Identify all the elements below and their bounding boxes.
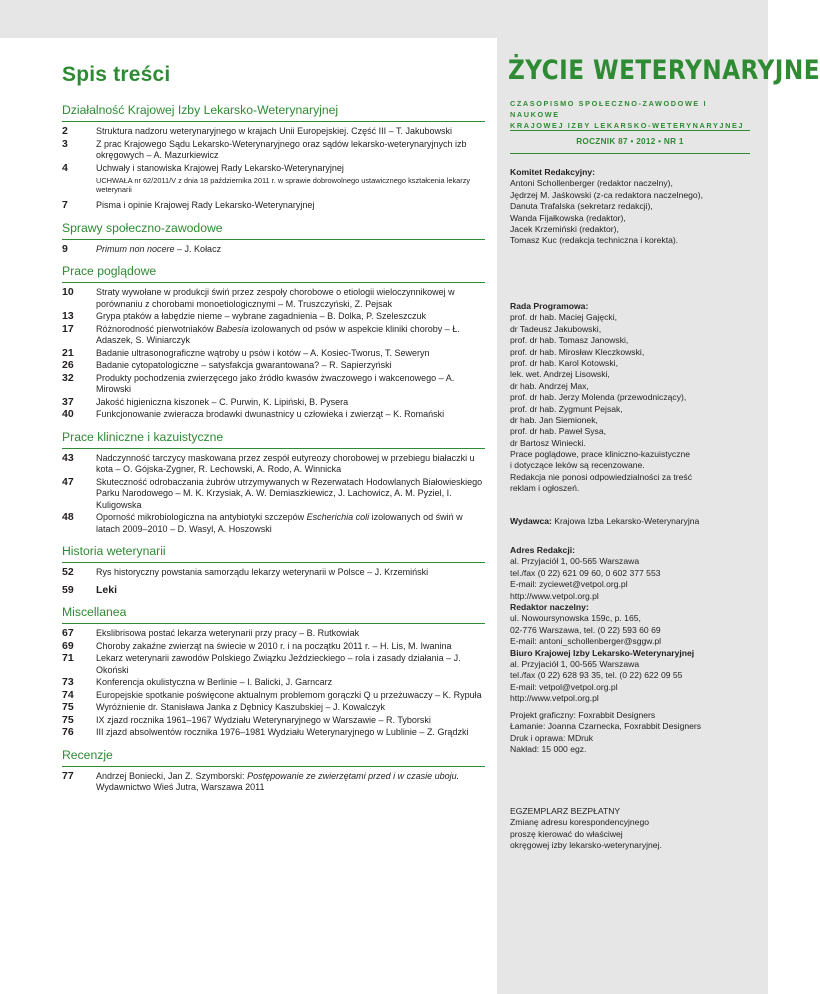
board-member: prof. dr hab. Mirosław Kleczkowski,	[510, 346, 645, 357]
section-heading: Prace kliniczne i kazuistyczne	[62, 430, 485, 449]
page-number	[62, 477, 96, 512]
entry-text	[96, 771, 485, 794]
entry-title: Choroby zakaźne zwierząt na świecie w 2010 r. i na początku 2011 r. – H. Lis, M. Iwanina	[96, 640, 452, 651]
entry-title: izolowanych od psów w aspekcie kliniki choroby – Ł. Adaszek, S. Winiarczyk	[96, 323, 460, 345]
toc-entry	[62, 512, 485, 535]
entry-title: Konferencja okulistyczna w Berlinie – I. Balicki, J. Garncarz	[96, 677, 333, 687]
entry-title: Skuteczność odrobaczania żubrów utrzymywanych w Rezerwatach Hodowlanych Białowieskiego Parku Narodowego – M. K. Krzysiak, A. W. Demiaszkiewicz, J. Lachowicz, A. M. Pyziel, I. Kuligowska	[96, 476, 483, 510]
credit-line: Nakład: 15 000 egz.	[510, 744, 587, 755]
entry-subtitle: UCHWAŁA nr 62/2011/V z dnia 18 października 2011 r. w sprawie dobrowolnego ustawicznego kształcenia lekarzy weterynarii	[96, 176, 471, 194]
page-number-value: 73	[62, 676, 74, 688]
toc-entry	[62, 653, 485, 676]
page-number-value: 10	[62, 286, 74, 298]
section-entries	[62, 244, 485, 256]
volume-info: ROCZNIK 87 • 2012 • NR 1	[576, 137, 684, 146]
editor-heading: Redaktor naczelny:	[510, 602, 589, 613]
entry-text	[96, 163, 485, 195]
publisher-value: Krajowa Izba Lekarsko-Weterynaryjna	[551, 516, 700, 526]
board-member: dr hab. Jan Siemionek,	[510, 415, 598, 426]
toc-entry	[62, 200, 485, 212]
toc-entry	[62, 324, 485, 347]
entry-title: Pisma i opinie Krajowej Rady Lekarsko-Weterynaryjnej	[96, 200, 315, 210]
page-number-value: 32	[62, 371, 74, 384]
address-line: al. Przyjaciół 1, 00-565 Warszawa	[510, 659, 640, 670]
note-line: i dotyczące leków są recenzowane.	[510, 460, 645, 471]
board-member: dr hab. Andrzej Max,	[510, 380, 589, 391]
toc-sections	[62, 103, 485, 794]
page-number-value: 37	[62, 395, 74, 408]
entry-text	[96, 126, 485, 138]
entry-title: Funkcjonowanie zwieracza brodawki dwunastnicy u człowieka i zwierząt – K. Romański	[96, 409, 445, 419]
page-number-value: 13	[62, 310, 74, 322]
journal-logo-text: ŻYCIE WETERYNARYJNE	[508, 55, 820, 86]
addresses	[510, 545, 755, 705]
entry-title-italic: Primum non nocere	[96, 243, 175, 254]
page-number-value: 75	[62, 701, 74, 713]
entry-title-italic: Babesia	[216, 323, 249, 334]
editorial-member: Danuta Trafalska (sekretarz redakcji),	[510, 201, 653, 212]
entry-title-italic: Escherichia coli	[306, 512, 370, 522]
board-member: prof. dr hab. Paweł Sysa,	[510, 426, 607, 437]
note-line: Redakcja nie ponosi odpowiedzialności za treść	[510, 471, 693, 482]
page-number	[62, 244, 96, 256]
address-line: http://www.vetpol.org.pl	[510, 590, 599, 601]
toc-entry	[62, 126, 485, 138]
toc-entry	[62, 628, 485, 640]
address-line: al. Przyjaciół 1, 00-565 Warszawa	[510, 556, 640, 567]
entry-text	[96, 702, 485, 714]
editorial-member: Jacek Krzemiński (redaktor),	[510, 224, 619, 235]
entry-title: Wyróżnienie dr. Stanisława Janka z Dębnicy Kaszubskiej – J. Kowalczyk	[96, 702, 386, 712]
entry-title-part: Oporność mikrobiologiczna na antybiotyki szczepów	[96, 512, 307, 522]
divider	[510, 130, 750, 131]
page-number-value: 75	[62, 713, 74, 726]
page-number-value: 67	[62, 627, 74, 639]
entry-text	[96, 409, 485, 421]
page-number	[62, 567, 96, 579]
board-member: prof. dr hab. Jerzy Molenda (przewodniczący),	[510, 392, 687, 403]
page-number	[62, 453, 96, 476]
page-number	[62, 512, 96, 535]
section-heading: Działalność Krajowej Izby Lekarsko-Weterynaryjnej	[62, 103, 485, 122]
divider	[510, 153, 750, 154]
toc-entry	[62, 373, 485, 396]
page-number-value: 71	[62, 652, 74, 664]
page-number	[62, 373, 96, 396]
entry-title: III zjazd absolwentów rocznika 1976–1981 Wydziału Weterynaryjnego w Lublinie – Z. Grądzki	[96, 727, 469, 737]
page-number	[62, 126, 96, 138]
page-number-value: 7	[62, 199, 68, 211]
page-number-value: 77	[62, 769, 74, 782]
page-number-value: 69	[62, 639, 74, 652]
section-entries	[62, 126, 485, 212]
review-notes	[510, 449, 755, 495]
entry-text	[96, 373, 485, 396]
section-entries	[62, 453, 485, 536]
entry-text	[96, 727, 485, 739]
page-number	[62, 715, 96, 727]
toc-entry	[62, 453, 485, 476]
entry-text	[96, 567, 485, 579]
section-heading: Historia weterynarii	[62, 544, 485, 563]
top-band	[0, 0, 768, 38]
entry-text	[96, 585, 485, 597]
section-heading: Recenzje	[62, 748, 485, 767]
page-number	[62, 771, 96, 794]
journal-logo	[508, 55, 820, 95]
page-number-value: 59	[62, 583, 74, 596]
entry-title: Uchwały i stanowiska Krajowej Rady Lekarsko-Weterynaryjnej	[96, 162, 344, 173]
entry-text	[96, 397, 485, 409]
editorial-member: Tomasz Kuc (redakcja techniczna i korekta).	[510, 235, 679, 246]
address-line: tel./fax (0 22) 621 09 60, 0 602 377 553	[510, 567, 661, 578]
notice-line: EGZEMPLARZ BEZPŁATNY	[510, 806, 621, 816]
section-heading: Miscellanea	[62, 605, 485, 624]
entry-title: Produkty pochodzenia zwierzęcego jako źródło kwasów żwaczowego i wakcenowego – A. Mirowski	[96, 372, 455, 394]
page-number-value: 26	[62, 359, 74, 371]
toc-entry	[62, 641, 485, 653]
entry-text	[96, 453, 485, 476]
publisher	[510, 516, 755, 527]
page-number	[62, 163, 96, 195]
page-number	[62, 628, 96, 640]
page-number-value: 48	[62, 511, 74, 523]
page-title: Spis treści	[62, 63, 171, 86]
page-number-value: 2	[62, 125, 68, 137]
page-number	[62, 324, 96, 347]
editorial-member: Jędrzej M. Jaśkowski (z-ca redaktora naczelnego),	[510, 189, 703, 200]
entry-text	[96, 348, 485, 360]
table-of-contents	[62, 63, 485, 794]
page-number	[62, 641, 96, 653]
entry-text	[96, 628, 485, 640]
editorial-member: Antoni Schollenberger (redaktor naczelny),	[510, 178, 673, 189]
board-member: lek. wet. Andrzej Lisowski,	[510, 369, 610, 380]
board-member: prof. dr hab. Maciej Gajęcki,	[510, 312, 617, 323]
address-line: http://www.vetpol.org.pl	[510, 693, 599, 704]
entry-title: Ekslibrisowa postać lekarza weterynarii przy pracy – B. Rutkowiak	[96, 628, 360, 638]
entry-text	[96, 311, 485, 323]
section-entries	[62, 567, 485, 596]
entry-text	[96, 677, 485, 689]
page-number-value: 4	[62, 161, 68, 174]
section-entries	[62, 287, 485, 421]
entry-title: Rys historyczny powstania samorządu lekarzy weterynarii w Polsce – J. Krzemiński	[96, 567, 429, 577]
page-number-value: 47	[62, 475, 74, 488]
page-number	[62, 409, 96, 421]
board-member: dr Bartosz Winiecki.	[510, 437, 586, 448]
entry-text	[96, 287, 485, 310]
entry-title: izolowanych od świń w latach 2009–2010 – D. Wasyl, A. Hoszowski	[96, 512, 463, 534]
entry-text	[96, 641, 485, 653]
page-number-value: 9	[62, 242, 68, 255]
page-number-value: 21	[62, 346, 74, 359]
page-number-value: 3	[62, 137, 68, 150]
page-number	[62, 348, 96, 360]
notice-line: Zmianę adresu korespondencyjnego	[510, 817, 650, 828]
entry-title: Nadczynność tarczycy maskowana przez zespół eutyreozy chorobowej w przebiegu białaczki u kota – O. Gójska-Zygner, R. Lechowski, A. Rodo, A. Winnicka	[96, 452, 475, 474]
address-line: 02-776 Warszawa, tel. (0 22) 593 60 69	[510, 624, 661, 635]
production-credits	[510, 710, 755, 756]
address-line: E-mail: zyciewet@vetpol.org.pl	[510, 579, 628, 590]
entry-title: – J. Kołacz	[174, 243, 222, 254]
toc-entry	[62, 567, 485, 579]
office-heading: Biuro Krajowej Izby Lekarsko-Weterynaryjnej	[510, 647, 695, 658]
entry-text	[96, 512, 485, 535]
program-board-heading: Rada Programowa:	[510, 301, 589, 311]
entry-title: Grypa ptaków a łabędzie nieme – wybrane zagadnienia – B. Dolka, P. Szeleszczuk	[96, 311, 427, 321]
program-board	[510, 301, 755, 449]
credit-line: Łamanie: Joanna Czarnecka, Foxrabbit Designers	[510, 721, 702, 732]
toc-entry	[62, 397, 485, 409]
editorial-heading: Komitet Redakcyjny:	[510, 167, 596, 177]
entry-title: Badanie ultrasonograficzne wątroby u psów i kotów – A. Kosiec-Tworus, T. Seweryn	[96, 347, 430, 358]
entry-text	[96, 324, 485, 347]
page-number	[62, 727, 96, 739]
subtitle-line: CZASOPISMO SPOŁECZNO-ZAWODOWE I NAUKOWE	[510, 99, 708, 119]
free-copy-notice	[510, 806, 755, 852]
entry-title: Badanie cytopatologiczne – satysfakcja gwarantowana? – R. Sapierzyński	[96, 360, 392, 370]
credit-line: Druk i oprawa: MDruk	[510, 732, 594, 743]
entry-title: Europejskie spotkanie poświęcone aktualnym problemom gorączki Q u przeżuwaczy – K. Rypuła	[96, 689, 482, 700]
page-number	[62, 287, 96, 310]
entry-title: Jakość higieniczna kiszonek – C. Purwin, K. Lipiński, B. Pysera	[96, 396, 349, 407]
page-number	[62, 585, 96, 597]
entry-text	[96, 200, 485, 212]
entry-title-italic: Postępowanie ze zwierzętami przed i w czasie uboju.	[247, 770, 460, 781]
entry-text	[96, 360, 485, 372]
toc-entry	[62, 727, 485, 739]
toc-entry	[62, 771, 485, 794]
toc-entry	[62, 477, 485, 512]
page-number	[62, 311, 96, 323]
note-line: reklam i ogłoszeń.	[510, 483, 580, 494]
page-number	[62, 702, 96, 714]
note-line: Prace poglądowe, prace kliniczno-kazuistyczne	[510, 449, 691, 459]
page-number-value: 43	[62, 451, 74, 464]
entry-title: Wydawnictwo Wieś Jutra, Warszawa 2011	[96, 782, 265, 792]
board-member: prof. dr hab. Tomasz Janowski,	[510, 335, 629, 346]
section-heading: Prace poglądowe	[62, 264, 485, 283]
toc-entry	[62, 311, 485, 323]
page-number	[62, 690, 96, 702]
entry-title-part: Różnorodność pierwotniaków	[96, 323, 217, 334]
notice-line: proszę kierować do właściwej	[510, 828, 623, 839]
section-entries	[62, 628, 485, 739]
editorial-committee	[510, 167, 755, 247]
entry-text	[96, 715, 485, 727]
publisher-label: Wydawca:	[510, 516, 552, 526]
entry-text	[96, 477, 485, 512]
credit-line: Projekt graficzny: Foxrabbit Designers	[510, 710, 656, 720]
subtitle-line: KRAJOWEJ IZBY LEKARSKO-WETERYNARYJNEJ	[510, 121, 745, 130]
toc-entry	[62, 139, 485, 162]
toc-entry	[62, 677, 485, 689]
toc-entry	[62, 287, 485, 310]
entry-title: Z prac Krajowego Sądu Lekarsko-Weterynaryjnego oraz sądów lekarsko-weterynaryjnych izb okręgowych – A. Mazurkiewicz	[96, 138, 467, 160]
entry-title-part: Andrzej Boniecki, Jan Z. Szymborski:	[96, 770, 248, 781]
page-number-value: 40	[62, 408, 74, 420]
entry-title: Straty wywołane w produkcji świń przez zespoły chorobowe o etiologii wieloczynnikowej w porównaniu z chorobami monoetiologicznymi – M. Truszczyński, Z. Pejsak	[96, 287, 455, 309]
toc-entry	[62, 715, 485, 727]
entry-text	[96, 244, 485, 256]
editorial-member: Wanda Fijałkowska (redaktor),	[510, 212, 626, 223]
toc-entry	[62, 360, 485, 372]
page-number	[62, 139, 96, 162]
page-number	[62, 677, 96, 689]
page-number-value: 76	[62, 726, 74, 738]
entry-title: Struktura nadzoru weterynaryjnego w krajach Unii Europejskiej. Część III – T. Jakubowski	[96, 126, 452, 136]
entry-title: IX zjazd rocznika 1961–1967 Wydziału Weterynaryjnego w Warszawie – R. Tyborski	[96, 714, 431, 725]
entry-title: Leki	[96, 583, 118, 596]
address-line: E-mail: vetpol@vetpol.org.pl	[510, 681, 618, 692]
address-line: tel./fax (0 22) 628 93 35, tel. (0 22) 622 09 55	[510, 670, 683, 681]
page-number	[62, 653, 96, 676]
section-entries	[62, 771, 485, 794]
toc-entry	[62, 163, 485, 195]
journal-subtitle	[510, 98, 750, 131]
toc-entry	[62, 348, 485, 360]
toc-entry	[62, 244, 485, 256]
address-line: E-mail: antoni_schollenberger@sggw.pl	[510, 636, 662, 647]
page-number	[62, 360, 96, 372]
toc-entry	[62, 409, 485, 421]
board-member: prof. dr hab. Karol Kotowski,	[510, 358, 618, 369]
entry-text	[96, 139, 485, 162]
page-number-value: 74	[62, 688, 74, 701]
toc-entry	[62, 690, 485, 702]
toc-entry	[62, 702, 485, 714]
notice-line: okręgowej izby lekarsko-weterynaryjnej.	[510, 840, 662, 851]
board-member: dr Tadeusz Jakubowski,	[510, 323, 602, 334]
entry-text	[96, 653, 485, 676]
address-line: ul. Nowoursynowska 159c, p. 165,	[510, 613, 641, 624]
page-number	[62, 397, 96, 409]
entry-text	[96, 690, 485, 702]
entry-title: Lekarz weterynarii zawodów Polskiego Związku Jeździeckiego – rola i zasady działania – J. Okoński	[96, 653, 461, 675]
toc-entry	[62, 585, 485, 597]
address-heading: Adres Redakcji:	[510, 545, 575, 555]
page-number-value: 52	[62, 566, 74, 578]
section-heading: Sprawy społeczno-zawodowe	[62, 221, 485, 240]
page-number-value: 17	[62, 322, 74, 335]
board-member: prof. dr hab. Zygmunt Pejsak,	[510, 403, 623, 414]
page-number	[62, 200, 96, 212]
